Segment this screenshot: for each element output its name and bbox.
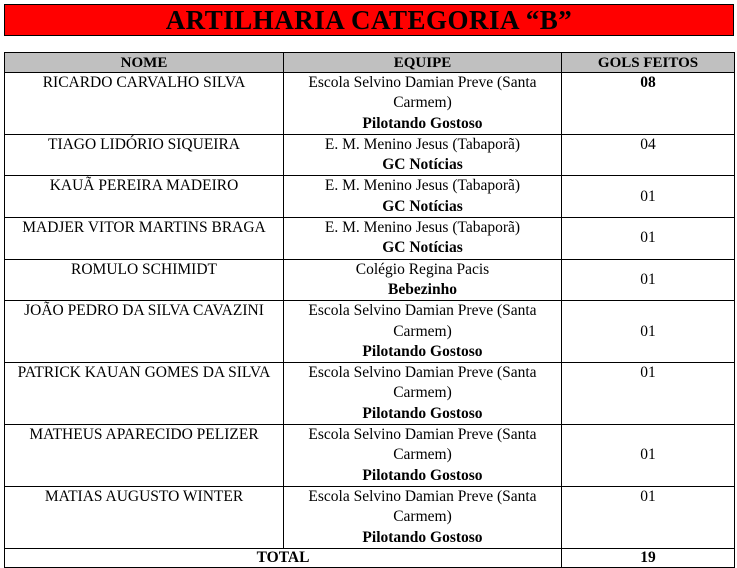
- goals-count: 01: [562, 176, 735, 218]
- table-row: [5, 176, 735, 218]
- team-name: Pilotando Gostoso: [362, 466, 483, 484]
- table-row: [5, 134, 735, 176]
- page-title: ARTILHARIA CATEGORIA “B”: [4, 4, 734, 36]
- table-row: [5, 486, 735, 548]
- player-name: TIAGO LIDÓRIO SIQUEIRA: [5, 134, 284, 176]
- header-goals: GOLS FEITOS: [562, 53, 735, 73]
- team-cell: [284, 486, 562, 548]
- school-name: Escola Selvino Damian Preve (Santa Carmem): [308, 302, 537, 340]
- player-name: JOÃO PEDRO DA SILVA CAVAZINI: [5, 301, 284, 363]
- school-name: Colégio Regina Pacis: [355, 260, 490, 278]
- team-name: Pilotando Gostoso: [362, 528, 483, 546]
- goals-count: 04: [562, 134, 735, 176]
- team-name: GC Notícias: [382, 156, 463, 174]
- table-row: [5, 363, 735, 425]
- header-team: EQUIPE: [284, 53, 562, 73]
- total-row: [5, 548, 735, 567]
- total-goals: 19: [562, 548, 735, 567]
- team-cell: [284, 218, 562, 260]
- goals-count: 01: [562, 486, 735, 548]
- player-name: ROMULO SCHIMIDT: [5, 259, 284, 301]
- school-name: E. M. Menino Jesus (Tabaporã): [324, 135, 521, 153]
- total-label: TOTAL: [5, 548, 562, 567]
- team-cell: [284, 301, 562, 363]
- school-name: Escola Selvino Damian Preve (Santa Carmem): [308, 74, 537, 112]
- team-name: Pilotando Gostoso: [362, 114, 483, 132]
- team-name: Pilotando Gostoso: [362, 404, 483, 422]
- scorers-table: [4, 52, 735, 568]
- player-name: MADJER VITOR MARTINS BRAGA: [5, 218, 284, 260]
- team-cell: [284, 176, 562, 218]
- header-row: [5, 53, 735, 73]
- goals-count: 01: [562, 259, 735, 301]
- goals-count: 01: [562, 363, 735, 425]
- goals-count: 08: [562, 73, 735, 135]
- player-name: MATHEUS APARECIDO PELIZER: [5, 425, 284, 487]
- school-name: E. M. Menino Jesus (Tabaporã): [324, 219, 521, 237]
- goals-count: 01: [562, 218, 735, 260]
- table-row: [5, 259, 735, 301]
- goals-count: 01: [562, 425, 735, 487]
- player-name: PATRICK KAUAN GOMES DA SILVA: [5, 363, 284, 425]
- player-name: KAUÃ PEREIRA MADEIRO: [5, 176, 284, 218]
- table-row: [5, 301, 735, 363]
- header-name: NOME: [5, 53, 284, 73]
- school-name: Escola Selvino Damian Preve (Santa Carmem): [308, 426, 537, 464]
- team-cell: [284, 134, 562, 176]
- table-row: [5, 425, 735, 487]
- school-name: Escola Selvino Damian Preve (Santa Carmem): [308, 364, 537, 402]
- team-name: Pilotando Gostoso: [362, 342, 483, 360]
- school-name: E. M. Menino Jesus (Tabaporã): [324, 177, 521, 195]
- team-name: Bebezinho: [388, 280, 457, 298]
- player-name: RICARDO CARVALHO SILVA: [5, 73, 284, 135]
- team-name: GC Notícias: [382, 239, 463, 257]
- goals-count: 01: [562, 301, 735, 363]
- team-cell: [284, 363, 562, 425]
- table-row: [5, 218, 735, 260]
- team-name: GC Notícias: [382, 197, 463, 215]
- player-name: MATIAS AUGUSTO WINTER: [5, 486, 284, 548]
- team-cell: [284, 259, 562, 301]
- school-name: Escola Selvino Damian Preve (Santa Carmem): [308, 487, 537, 526]
- team-cell: [284, 73, 562, 135]
- team-cell: [284, 425, 562, 487]
- table-row: [5, 73, 735, 135]
